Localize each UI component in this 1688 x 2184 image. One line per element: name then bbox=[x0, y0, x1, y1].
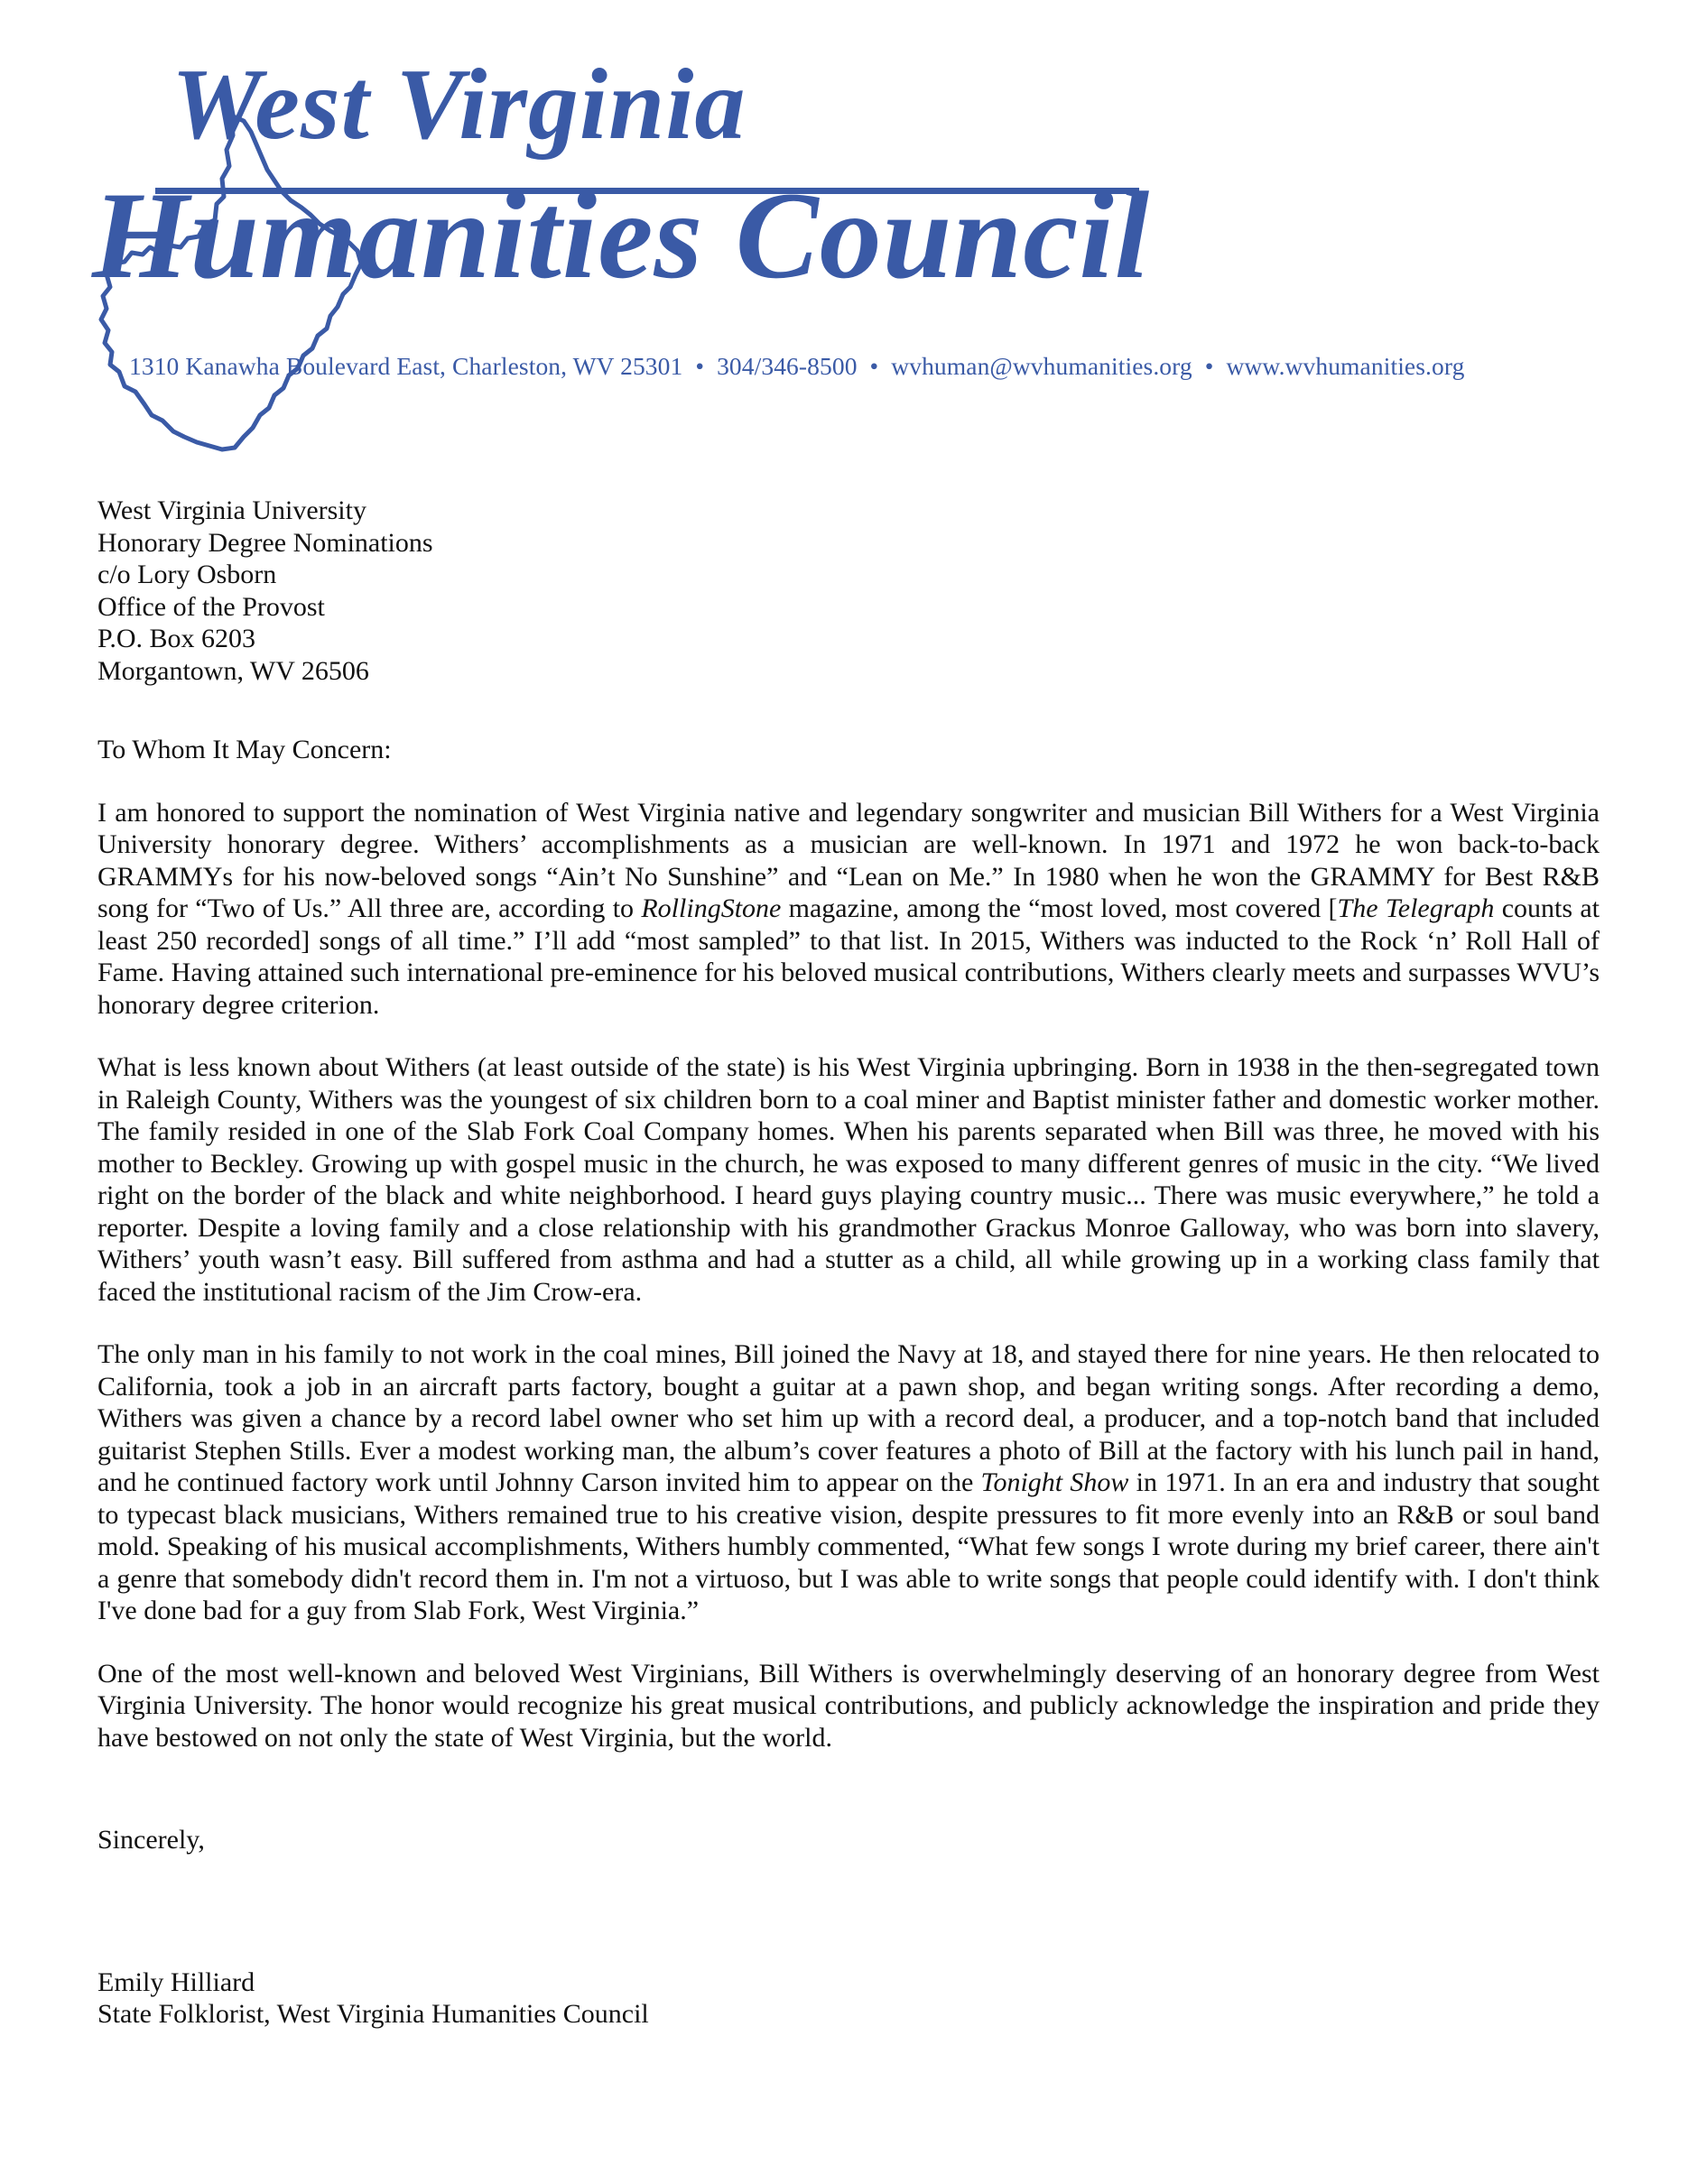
contact-address: 1310 Kanawha Boulevard East, Charleston, WV 25301 bbox=[129, 352, 683, 380]
recipient-line: Morgantown, WV 26506 bbox=[97, 655, 369, 686]
citation-rolling-stone: RollingStone bbox=[641, 893, 782, 923]
body-paragraph-3 bbox=[97, 1338, 1600, 1627]
recipient-address-block bbox=[97, 495, 1600, 687]
body-paragraph-2: What is less known about Withers (at least outside of the state) is his West Virginia upbringing. Born in 1938 in the then-segregated town in Raleigh County, Withers was the youngest of six children born to a coal miner and Baptist minister father and domestic worker mother. The family resided in one of the Slab Fork Coal Company homes. When his parents separated when Bill was three, he moved with his mother to Beckley. Growing up with gospel music in the church, he was exposed to many different genres of music in the city. “We lived right on the border of the black and white neighborhood. I heard guys playing country music... There was music everywhere,” he told a reporter. Despite a loving family and a close relationship with his grandmother Grackus Monroe Galloway, who was born into slavery, Withers’ youth wasn’t easy. Bill suffered from asthma and had a stutter as a child, all while growing up in a working class family that faced the institutional racism of the Jim Crow-era. bbox=[97, 1052, 1600, 1307]
signature-block bbox=[97, 1967, 1600, 2031]
contact-email[interactable]: wvhuman@wvhumanities.org bbox=[891, 352, 1192, 380]
logo-line-west-virginia: West Virginia bbox=[172, 49, 747, 161]
contact-separator-3: • bbox=[1204, 352, 1214, 380]
letterhead bbox=[0, 0, 1688, 451]
contact-website[interactable]: www.wvhumanities.org bbox=[1226, 352, 1465, 380]
closing-salutation: Sincerely, bbox=[97, 1825, 205, 1855]
contact-separator-2: • bbox=[869, 352, 879, 380]
signer-name: Emily Hilliard bbox=[97, 1967, 255, 1997]
recipient-line: P.O. Box 6203 bbox=[97, 624, 256, 653]
salutation: To Whom It May Concern: bbox=[97, 735, 392, 764]
body-paragraph-1 bbox=[97, 797, 1600, 1022]
signer-title: State Folklorist, West Virginia Humanities Council bbox=[97, 1999, 649, 2029]
paragraph-1-text-part-2: magazine, among the “most loved, most covered [ bbox=[781, 893, 1338, 923]
logo-line-humanities-council: Humanities Council bbox=[92, 166, 1151, 304]
paragraph-3-text-part-2: in 1971. In an era and industry that sought to typecast black musicians, Withers remained true to his creative vision, despite pressures to fit more evenly into an R&B or soul band mold. Speaking of his musical accomplishments, Withers humbly commented, “What few songs I wrote during my brief career, there ain't a genre that somebody didn't record them in. I'm not a virtuoso, but I was able to write songs that people could identify with. I don't think I've done bad for a guy from Slab Fork, West Virginia.” bbox=[97, 1467, 1600, 1625]
contact-phone[interactable]: 304/346-8500 bbox=[717, 352, 858, 380]
paragraph-3-text-part-1: The only man in his family to not work in the coal mines, Bill joined the Navy at 18, and stayed there for nine years. He then relocated to California, took a job in an aircraft parts factory, bought a guitar at a pawn shop, and began writing songs. After recording a demo, Withers was given a chance by a record label owner who set him up with a record deal, a producer, and a top-notch band that included guitarist Stephen Stills. Ever a modest working man, the album’s cover features a photo of Bill at the factory with his lunch pail in hand, and he continued factory work until Johnny Carson invited him to appear on the bbox=[97, 1339, 1600, 1497]
organization-logo bbox=[92, 49, 1634, 304]
letterhead-contact-line bbox=[129, 352, 1464, 381]
body-paragraph-4: One of the most well-known and beloved West Virginians, Bill Withers is overwhelmingly deserving of an honorary degree from West Virginia University. The honor would recognize his great musical contributions, and publicly acknowledge the inspiration and pride they have bestowed on not only the state of West Virginia, but the world. bbox=[97, 1658, 1600, 1753]
letter-body bbox=[97, 495, 1600, 2031]
paragraph-1-text-part-3: counts at least 250 recorded] songs of all time.” I’ll add “most sampled” to that list. In 2015, Withers was inducted to the Rock ‘n’ Roll Hall of Fame. Having attained such international pre-eminence for his beloved musical contributions, Withers clearly meets and surpasses WVU’s honorary degree criterion. bbox=[97, 893, 1600, 1020]
citation-the-telegraph: The Telegraph bbox=[1337, 893, 1495, 923]
contact-separator-1: • bbox=[695, 352, 705, 380]
recipient-line: Office of the Provost bbox=[97, 591, 325, 622]
citation-tonight-show: Tonight Show bbox=[980, 1467, 1129, 1497]
paragraph-1-text-part-1: I am honored to support the nomination of West Virginia native and legendary songwriter and musician Bill Withers for a West Virginia University honorary degree. Withers’ accomplishments as a musician are well-known. In 1971 and 1972 he won back-to-back GRAMMYs for his now-beloved songs “Ain’t No Sunshine” and “Lean on Me.” In 1980 when he won the GRAMMY for Best R&B song for “Two of Us.” All three are, according to bbox=[97, 797, 1600, 923]
recipient-line: West Virginia University bbox=[97, 495, 366, 525]
recipient-line: c/o Lory Osborn bbox=[97, 560, 277, 589]
recipient-line: Honorary Degree Nominations bbox=[97, 527, 433, 558]
